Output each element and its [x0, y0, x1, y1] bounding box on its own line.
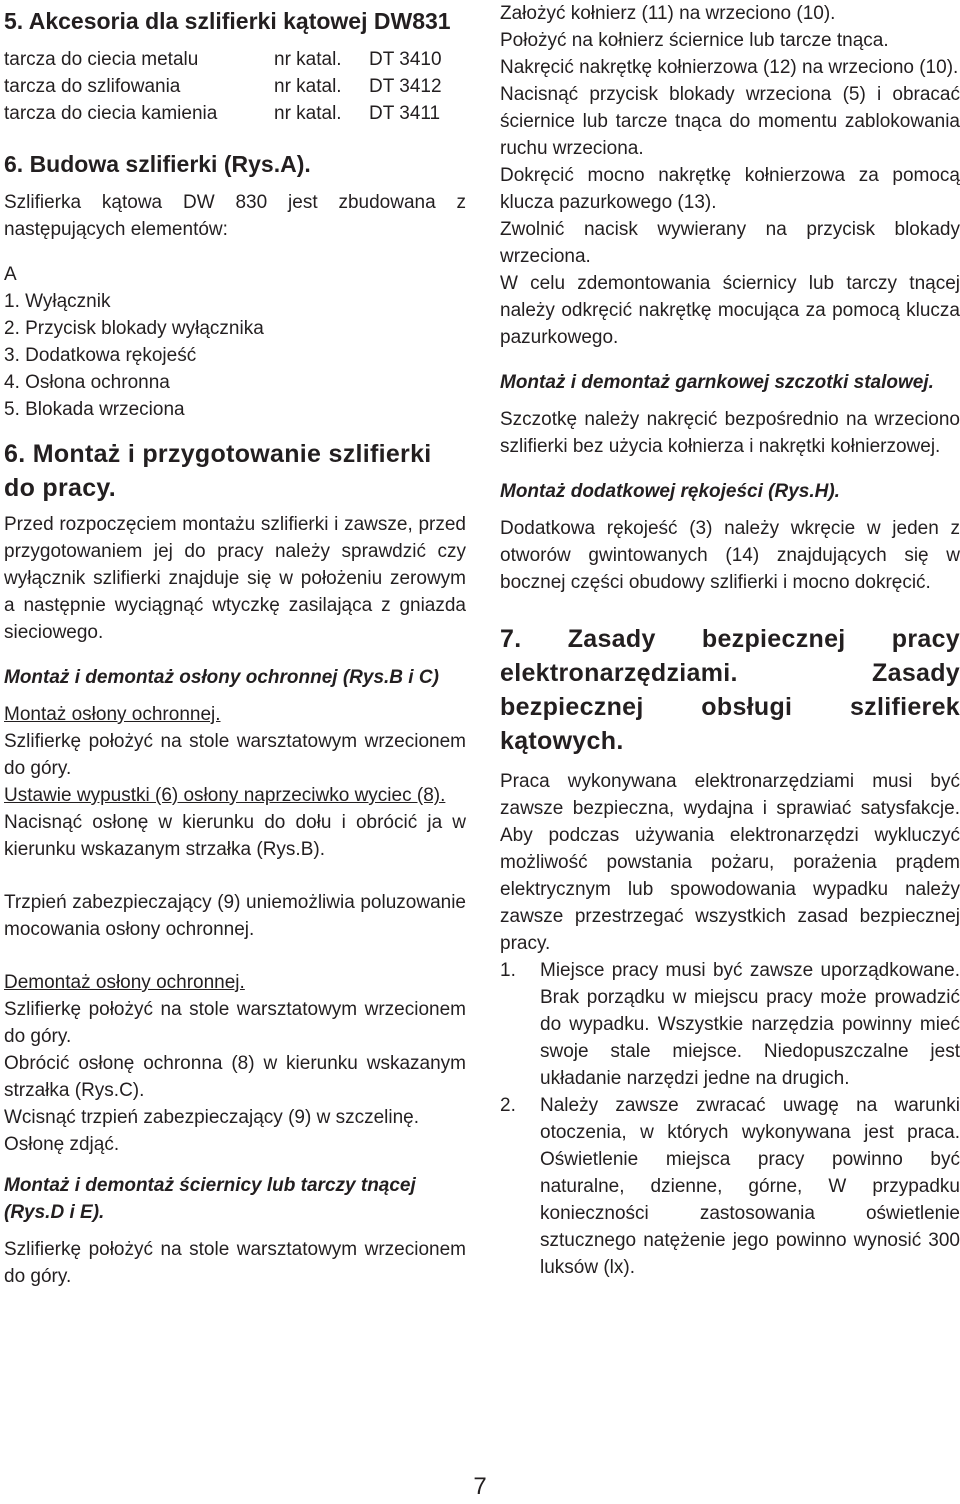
guard-mount-step: Szlifierkę położyć na stole warsztatowym wrzecionem do góry. — [4, 731, 466, 779]
section-7-text: Praca wykonywana elektronarzędziami musi być zawsze bezpieczna, wydajna i sprawiać satysfakcje. Aby podczas używania elektronarzędzi wykluczyć możliwość powstania pożaru, porażenia prądem elektrycznym lub spowodowania wypadku należy zawsze przestrzegać wszystkich zasad bezpiecznej pracy. — [500, 771, 960, 954]
section-7-title: 7. Zasady bezpiecznej pracy elektronarzędziami. Zasady bezpiecznej obsługi szlifierek kątowych. — [500, 625, 960, 755]
guard-demount-step: Wcisnąć trzpień zabezpieczający (9) w szczelinę. — [4, 1107, 419, 1128]
handle-text: Dodatkowa rękojeść (3) należy wkręcie w jeden z otworów gwintowanych (14) znajdujących się w bocznej części obudowy szlifierki i mocno dokręcić. — [500, 518, 960, 593]
accessory-code: DT 3412 — [369, 76, 442, 97]
accessory-row — [4, 100, 442, 127]
parts-list — [4, 288, 466, 423]
parts-figure-label: A — [4, 264, 17, 285]
accessory-name: tarcza do ciecia kamienia — [4, 103, 218, 124]
rule-text: Miejsce pracy musi być zawsze uporządkowane. Brak porządku w miejscu pracy może prowadzić do wypadku. Wszystkie narzędzia powinny mieć swoje stale miejsce. Niedopuszczalne jest układanie narzędzi jedne na drugich. — [540, 960, 960, 1089]
accessory-name: tarcza do szlifowania — [4, 76, 181, 97]
section-6b-title: 6. Montaż i przygotowanie szlifierki do pracy. — [4, 440, 432, 502]
section-6-intro: Szlifierka kątowa DW 830 jest zbudowana z następujących elementów: — [4, 192, 466, 240]
disc-step: Nakręcić nakrętkę kołnierzowa (12) na wrzeciono (10). — [500, 57, 959, 78]
guard-mount-step: Nacisnąć osłonę w kierunku do dołu i obrócić ja w kierunku wskazanym strzałka (Rys.B). — [4, 812, 466, 860]
section-6b-text: Przed rozpoczęciem montażu szlifierki i zawsze, przed przygotowaniem jej do pracy należy sprawdzić czy wyłącznik szlifierki znajduje się w położeniu zerowym a następnie wyciągnąć wtyczkę zasilająca z gniazda sieciowego. — [4, 514, 466, 643]
disc-step: Założyć kołnierz (11) na wrzeciono (10). — [500, 3, 836, 24]
guard-demount-step: Szlifierkę położyć na stole warsztatowym wrzecionem do góry. — [4, 999, 466, 1047]
accessory-code: DT 3410 — [369, 49, 442, 70]
accessory-catalog-label: nr katal. — [274, 103, 342, 124]
guard-demount-step: Osłonę zdjąć. — [4, 1134, 120, 1155]
list-item: 4. Osłona ochronna — [4, 372, 170, 393]
guard-title: Montaż i demontaż osłony ochronnej (Rys.B i C) — [4, 667, 439, 688]
disc-step: Szlifierkę położyć na stole warsztatowym wrzecionem do góry. — [4, 1239, 466, 1287]
section-6-title: 6. Budowa szlifierki (Rys.A). — [4, 151, 311, 177]
list-item: 1. Wyłącznik — [4, 291, 111, 312]
disc-step: Położyć na kołnierz ściernice lub tarcze tnąca. — [500, 30, 889, 51]
accessory-catalog-label: nr katal. — [274, 49, 342, 70]
disc-step: Zwolnić nacisk wywierany na przycisk blokady wrzeciona. — [500, 219, 960, 267]
rule-text: Należy zawsze zwracać uwagę na warunki otoczenia, w których wykonywana jest praca. Oświetlenie miejsca pracy powinno być naturalne, dzienne, górne, W przypadku konieczności zastosowania oświetlenie sztucznego natężenie jego powinno wynosić 300 luksów (lx). — [540, 1095, 960, 1278]
accessory-code: DT 3411 — [369, 103, 441, 124]
disc-step: W celu zdemontowania ściernicy lub tarczy tnącej należy odkręcić nakrętkę mocująca za pomocą klucza pazurkowego. — [500, 273, 960, 348]
accessory-row — [4, 46, 442, 73]
accessory-name: tarcza do ciecia metalu — [4, 49, 199, 70]
guard-mount-title: Montaż osłony ochronnej. — [4, 704, 221, 725]
handle-title: Montaż dodatkowej rękojeści (Rys.H). — [500, 481, 840, 502]
accessories-table — [4, 46, 442, 127]
right-column — [500, 0, 960, 1281]
guard-demount-title: Demontaż osłony ochronnej. — [4, 972, 245, 993]
disc-title: Montaż i demontaż ściernicy lub tarczy tnącej (Rys.D i E). — [4, 1175, 416, 1223]
rule-number: 1. — [500, 960, 516, 981]
disc-step: Dokręcić mocno nakrętkę kołnierzowa za pomocą klucza pazurkowego (13). — [500, 165, 960, 213]
guard-mount-step: Ustawie wypustki (6) osłony naprzeciwko wyciec (8). — [4, 785, 446, 806]
guard-demount-step: Obrócić osłonę ochronna (8) w kierunku wskazanym strzałka (Rys.C). — [4, 1053, 466, 1101]
list-item: 2. Przycisk blokady wyłącznika — [4, 318, 264, 339]
disc-step: Nacisnąć przycisk blokady wrzeciona (5) i obracać ściernice lub tarcze tnąca do momentu zablokowania ruchu wrzeciona. — [500, 84, 960, 159]
accessory-row — [4, 73, 442, 100]
section-5-title: 5. Akcesoria dla szlifierki kątowej DW831 — [4, 8, 451, 34]
list-item — [500, 957, 960, 1092]
brush-title: Montaż i demontaż garnkowej szczotki stalowej. — [500, 372, 934, 393]
rule-number: 2. — [500, 1095, 516, 1116]
list-item: 3. Dodatkowa rękojeść — [4, 345, 197, 366]
brush-text: Szczotkę należy nakręcić bezpośrednio na wrzeciono szlifierki bez użycia kołnierza i nakrętki kołnierzowej. — [500, 409, 960, 457]
list-item: 5. Blokada wrzeciona — [4, 399, 185, 420]
left-column — [4, 0, 466, 1290]
accessory-catalog-label: nr katal. — [274, 76, 342, 97]
guard-mount-note: Trzpień zabezpieczający (9) uniemożliwia poluzowanie mocowania osłony ochronnej. — [4, 892, 466, 940]
page-number: 7 — [473, 1473, 487, 1500]
safety-rules-list — [500, 957, 960, 1281]
list-item — [500, 1092, 960, 1281]
